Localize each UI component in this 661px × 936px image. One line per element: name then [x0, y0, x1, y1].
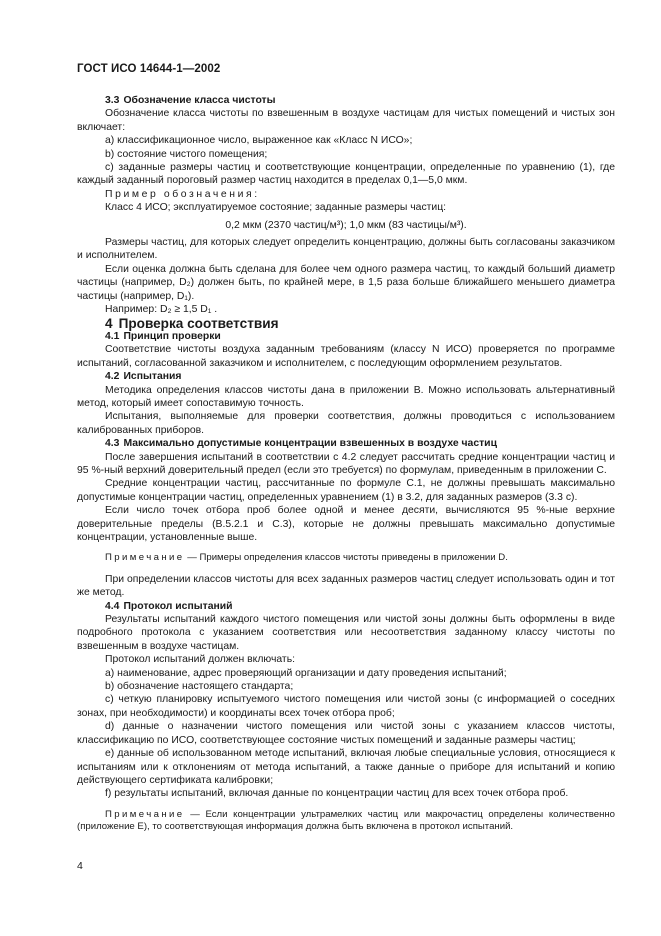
list-item: e) данные об использованном методе испытаний, включая любые специальные условия, относящиеся к испытаниям или к отклонениям от метода испытаний, а также данные о приборе для испытаний и копию действующего сертификата калибровки;	[77, 748, 615, 786]
note-text: — Если концентрации ультрамелких частиц или макрочастиц определены количественно (приложение Е), то соответствующая информация должна быть включена в протокол испытаний.	[77, 808, 615, 833]
subsection-heading	[77, 370, 615, 383]
list-item: b) состояние чистого помещения;	[105, 148, 268, 160]
note	[77, 552, 615, 564]
paragraph: Обозначение класса чистоты по взвешенным в воздухе частицам для чистых помещений и чистых зон включает:	[77, 108, 615, 133]
list-item: a) классификационное число, выраженное как «Класс N ИСО»;	[105, 135, 413, 147]
paragraph: Если число точек отбора проб более одной и менее десяти, вычисляются 95 %-ные верхние доверительные пределы (В.5.2.1 и С.3), которые не должны превышать максимально допустимые концентрации, установленные выше.	[77, 505, 615, 543]
list-item: c) четкую планировку испытуемого чистого помещения или чистой зоны (с информацией о соседних зонах, при необходимости) и координаты всех точек отбора проб;	[77, 694, 615, 719]
subsection-title: Обозначение класса чистоты	[123, 95, 276, 106]
subsection-number: 4.3	[105, 438, 120, 450]
section-title: Проверка соответствия	[118, 315, 279, 331]
section-number: 4	[105, 315, 113, 331]
subsection-title: Протокол испытаний	[123, 600, 233, 612]
paragraph: После завершения испытаний в соответствии с 4.2 следует рассчитать средние концентрации частиц и 95 %-ный верхний доверительный предел (если это требуется) по формулам, приведенным в приложении С.	[77, 451, 615, 476]
paragraph: Протокол испытаний должен включать:	[105, 654, 295, 666]
paragraph: Методика определения классов чистоты дана в приложении В. Можно использовать альтернативный метод, который имеет сопоставимую точность.	[77, 384, 615, 409]
note-text: — Примеры определения классов чистоты приведены в приложении D.	[187, 552, 508, 564]
inequality-example: Например: D₂ ≥ 1,5 D₁ .	[105, 304, 218, 316]
subsection-heading	[77, 330, 615, 343]
page-number: 4	[77, 860, 83, 872]
list-item: f) результаты испытаний, включая данные по концентрации частиц для всех точек отбора проб.	[105, 788, 569, 800]
paragraph: Размеры частиц, для которых следует определить концентрацию, должны быть согласованы заказчиком и исполнителем.	[77, 237, 615, 262]
paragraph: При определении классов чистоты для всех заданных размеров частиц следует использовать один и тот же метод.	[77, 573, 615, 599]
paragraph: Результаты испытаний каждого чистого помещения или чистой зоны должны быть оформлены в виде подробного протокола с указанием соответствия или несоответствия заданному классу чистоты по взвешенным в воздухе частицам.	[77, 614, 615, 652]
note-label: Примечание	[105, 552, 185, 564]
list-item: c) заданные размеры частиц и соответствующие концентрации, определенные по уравнению (1), где каждый заданный пороговый размер частиц находится в пределах 0,1—5,0 мкм.	[77, 162, 615, 187]
paragraph: Испытания, выполняемые для проверки соответствия, должны проводиться с использованием калиброванных приборов.	[77, 411, 615, 436]
note	[77, 809, 615, 834]
subsection-heading	[77, 437, 615, 450]
list-item: d) данные о назначении чистого помещения или чистой зоны с указанием классов чистоты, классификацию по ИСО, соответствующее состояние чистых помещений и заданные размеры частиц;	[77, 721, 615, 746]
section-heading	[77, 317, 615, 330]
paragraph: Если оценка должна быть сделана для более чем одного размера частиц, то каждый больший диаметр частицы (например, D₂) должен быть, по крайней мере, в 1,5 раза больше ближайшего меньшего диаметра частицы (например, D₁).	[77, 263, 615, 302]
subsection-number: 4.4	[105, 600, 120, 612]
subsection-number: 4.2	[105, 371, 120, 383]
subsection-heading	[77, 600, 615, 613]
standard-header: ГОСТ ИСО 14644-1—2002	[77, 63, 221, 75]
paragraph: Средние концентрации частиц, рассчитанные по формуле С.1, не должны превышать максимально допустимые концентрации частиц, определенных уравнением (1) в 3.2, для заданных размеров (3.3 с).	[77, 478, 615, 503]
example-text: Класс 4 ИСО; эксплуатируемое состояние; заданные размеры частиц:	[105, 202, 447, 214]
subsection-heading	[77, 94, 615, 107]
subsection-number: 4.1	[105, 330, 120, 342]
document-body	[77, 94, 615, 834]
subsection-title: Испытания	[123, 371, 182, 383]
note-label: Примечание	[105, 808, 185, 820]
subsection-title: Максимально допустимые концентрации взвешенных в воздухе частиц	[123, 438, 497, 450]
example-formula: 0,2 мкм (2370 частиц/м³); 1,0 мкм (83 частицы/м³).	[225, 219, 467, 231]
list-item: b) обозначение настоящего стандарта;	[105, 681, 294, 693]
subsection-number: 3.3	[105, 95, 120, 106]
list-item: a) наименование, адрес проверяющий организации и дату проведения испытаний;	[105, 667, 507, 679]
subsection-title: Принцип проверки	[123, 330, 221, 342]
paragraph: Соответствие чистоты воздуха заданным требованиям (классу N ИСО) проверяется по программе испытаний, согласованной заказчиком и исполнителем, с последующим оформлением результатов.	[77, 344, 615, 369]
example-label: Пример обозначения:	[105, 188, 260, 200]
